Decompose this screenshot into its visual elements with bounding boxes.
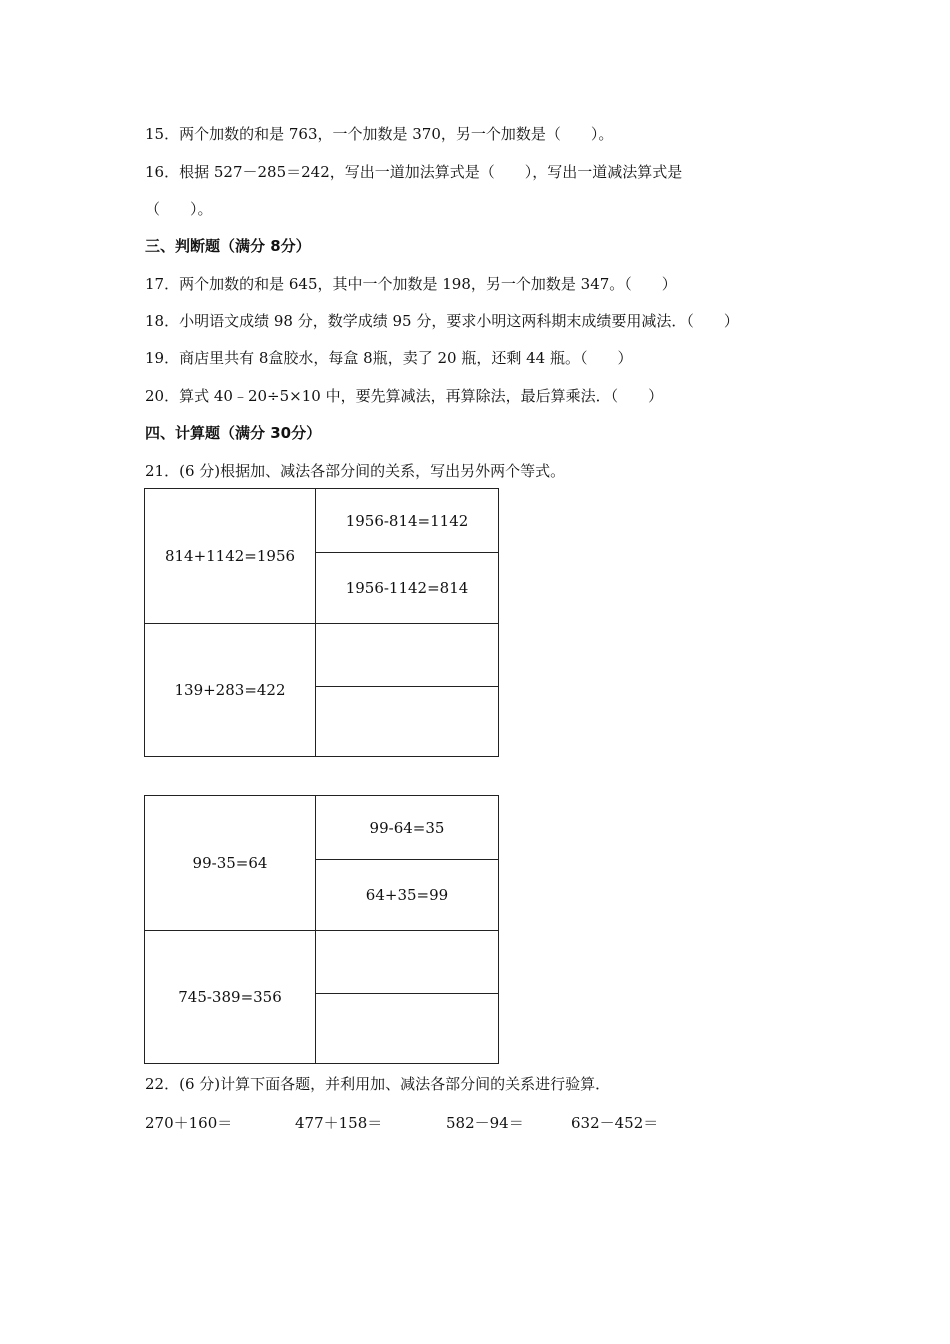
table-1-row-1-answer-a: 1956-814=1142 (316, 489, 499, 553)
question-16-line-1: 16．根据 527－285＝242，写出一道加法算式是（ ），写出一道减法算式是 (145, 163, 683, 181)
calculation-2: 477＋158＝ (295, 1114, 383, 1132)
calculation-1: 270＋160＝ (145, 1114, 233, 1132)
question-18: 18．小明语文成绩 98 分，数学成绩 95 分，要求小明这两科期末成绩要用减法．（ ） (145, 312, 739, 330)
question-15: 15．两个加数的和是 763，一个加数是 370，另一个加数是（ ）。 (145, 125, 614, 143)
calculation-3: 582－94＝ (446, 1114, 524, 1132)
question-21: 21．(6 分)根据加、减法各部分间的关系，写出另外两个等式。 (145, 462, 566, 480)
relation-table-1 (144, 488, 499, 757)
table-2-row-1-answer-a: 99-64=35 (316, 796, 499, 860)
table-2-row-2-answer-b (316, 994, 499, 1064)
section-4-heading: 四、计算题（满分 30分） (145, 424, 322, 442)
table-1-row-1-equation: 814+1142=1956 (145, 489, 316, 624)
table-2-row-1-answer-b: 64+35=99 (316, 860, 499, 931)
table-1-row-1-answer-b: 1956-1142=814 (316, 553, 499, 624)
table-2-row-2-equation: 745-389=356 (145, 931, 316, 1064)
question-17: 17．两个加数的和是 645，其中一个加数是 198，另一个加数是 347。（ ） (145, 275, 677, 293)
table-1-row-2-equation: 139+283=422 (145, 624, 316, 757)
question-16-line-2: （ ）。 (145, 200, 213, 218)
question-19: 19．商店里共有 8盒胶水，每盒 8瓶，卖了 20 瓶，还剩 44 瓶。（ ） (145, 349, 633, 367)
section-3-heading: 三、判断题（满分 8分） (145, 237, 311, 255)
question-20: 20．算式 40﹣20÷5×10 中，要先算减法，再算除法，最后算乘法．（ ） (145, 387, 664, 405)
calculation-4: 632－452＝ (571, 1114, 659, 1132)
table-1-row-2-answer-a (316, 624, 499, 687)
table-1-row-2-answer-b (316, 687, 499, 757)
table-2-row-1-equation: 99-35=64 (145, 796, 316, 931)
question-22: 22．(6 分)计算下面各题，并利用加、减法各部分间的关系进行验算． (145, 1075, 611, 1093)
relation-table-2 (144, 795, 499, 1064)
table-2-row-2-answer-a (316, 931, 499, 994)
